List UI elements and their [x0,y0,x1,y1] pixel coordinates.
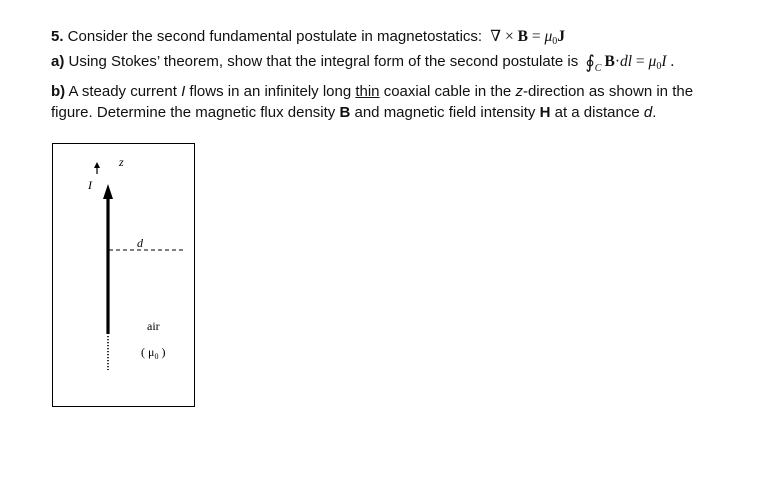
z-axis-arrowhead [94,162,100,168]
distance-label: d [137,236,143,250]
medium-label: air [147,319,160,333]
cable-figure [52,143,195,407]
z-axis-label: z [119,155,124,169]
part-a-text: Using Stokes’ theorem, show that the integral form of the second postulate is [64,53,579,70]
part-a-label: a) [51,53,65,70]
part-b-line-2: figure. Determine the magnetic flux density B and magnetic field intensity H at a distance d. [51,104,657,121]
integral-equation: $∮_C$ $B\cdot dl = \mu_0I$ . [585,52,675,74]
curl-equation: ∇ × $B = \mu_0J$ [490,28,565,47]
question-intro: Consider the second fundamental postulate in magnetostatics: [63,28,483,45]
current-arrowhead [103,184,113,199]
thin-underlined: thin [355,83,380,100]
question-number: 5. [51,28,64,45]
cable-diagram [53,144,196,408]
current-label: I [88,178,92,192]
question-line [51,28,565,51]
medium-parameter: ( $\mu_0$ ) [141,345,166,361]
part-a-line [51,53,674,78]
part-b-label: b) [51,83,66,100]
part-b-line-1: b) A steady current I flows in an infinitely long thin coaxial cable in the z-direction as shown in the [51,83,694,100]
